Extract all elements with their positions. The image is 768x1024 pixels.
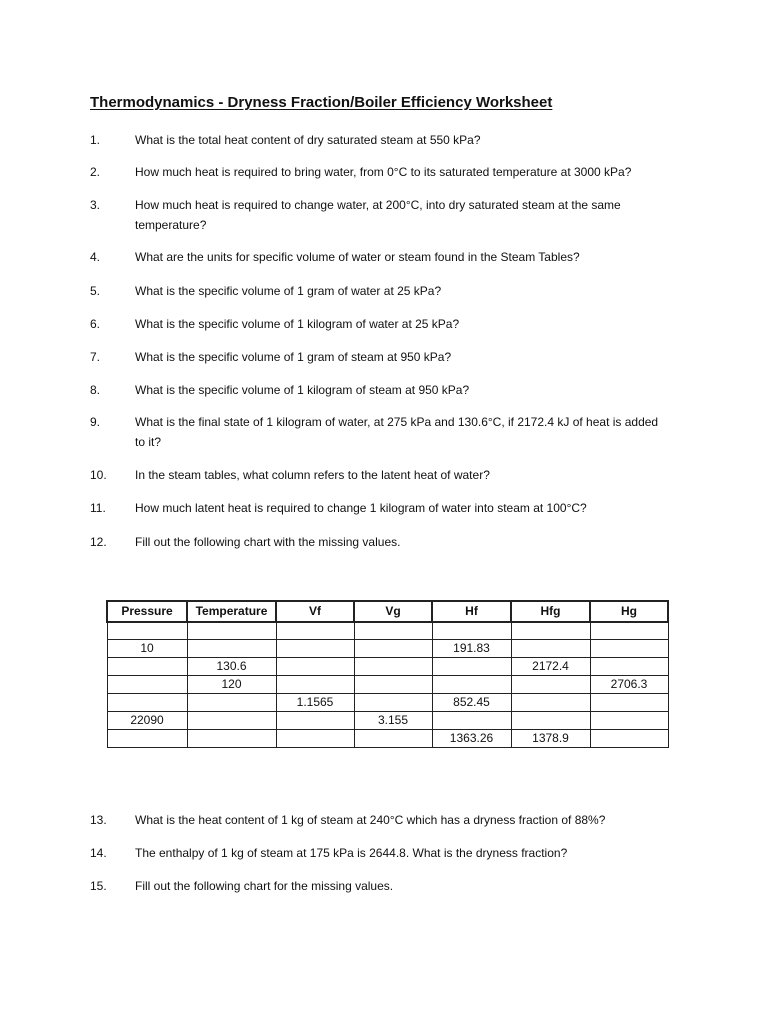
table-cell [511, 622, 590, 640]
table-cell: 2706.3 [590, 676, 668, 694]
question-item [90, 465, 680, 485]
question-number: 2. [90, 165, 101, 179]
table-cell: 10 [107, 640, 187, 658]
table-cell [276, 658, 354, 676]
table-cell: 2172.4 [511, 658, 590, 676]
question-number: 15. [90, 879, 107, 893]
table-cell: 3.155 [354, 712, 432, 730]
question-text: Fill out the following chart for the missing values. [135, 879, 394, 893]
table-row [107, 640, 668, 658]
question-item [90, 130, 680, 150]
table-row [107, 694, 668, 712]
question-text: What is the specific volume of 1 kilogram of steam at 950 kPa? [135, 383, 470, 397]
table-cell: 120 [187, 676, 276, 694]
table-cell [187, 622, 276, 640]
question-number: 7. [90, 350, 101, 364]
table-cell [511, 694, 590, 712]
table-row [107, 712, 668, 730]
table-cell [590, 712, 668, 730]
question-number: 9. [90, 415, 101, 429]
question-text: What is the specific volume of 1 kilogram of water at 25 kPa? [135, 317, 460, 331]
table-cell [276, 712, 354, 730]
table-cell [590, 622, 668, 640]
question-number: 13. [90, 813, 107, 827]
question-number: 1. [90, 133, 101, 147]
column-header: Hf [432, 601, 511, 622]
table-cell [107, 658, 187, 676]
question-number: 3. [90, 198, 101, 212]
question-text: What is the heat content of 1 kg of steam at 240°C which has a dryness fraction of 88%? [135, 813, 606, 827]
question-item [90, 876, 680, 896]
question-item [90, 247, 680, 267]
question-number: 5. [90, 284, 101, 298]
question-item [90, 281, 680, 301]
column-header: Vg [354, 601, 432, 622]
table-cell [354, 694, 432, 712]
table-cell [187, 730, 276, 748]
table-cell: 22090 [107, 712, 187, 730]
table-cell [276, 676, 354, 694]
table-cell: 1.1565 [276, 694, 354, 712]
table-cell [590, 694, 668, 712]
question-item [90, 314, 680, 334]
question-number: 14. [90, 846, 107, 860]
table-cell [354, 640, 432, 658]
table-cell [511, 676, 590, 694]
column-header: Pressure [107, 601, 187, 622]
table-cell [354, 658, 432, 676]
question-text: What is the total heat content of dry saturated steam at 550 kPa? [135, 133, 481, 147]
table-cell [432, 712, 511, 730]
table-cell [187, 640, 276, 658]
question-item [90, 532, 680, 552]
table-cell [432, 658, 511, 676]
table-cell [511, 712, 590, 730]
question-item [90, 498, 680, 518]
table-cell [107, 622, 187, 640]
table-cell [187, 694, 276, 712]
question-number: 4. [90, 250, 101, 264]
question-item [90, 843, 680, 863]
table-cell [590, 658, 668, 676]
question-item [90, 195, 680, 235]
question-item [90, 810, 680, 830]
table-cell [354, 730, 432, 748]
table-cell [511, 640, 590, 658]
question-number: 10. [90, 468, 107, 482]
question-text: In the steam tables, what column refers to the latent heat of water? [135, 468, 490, 482]
table-cell [432, 676, 511, 694]
column-header: Vf [276, 601, 354, 622]
worksheet-title: Thermodynamics - Dryness Fraction/Boiler Efficiency Worksheet [90, 94, 553, 111]
table-cell [276, 730, 354, 748]
question-text: How much heat is required to change water, at 200°C, into dry saturated steam at the same temperature? [135, 198, 621, 232]
question-text: Fill out the following chart with the missing values. [135, 535, 401, 549]
table-cell [432, 622, 511, 640]
column-header: Hfg [511, 601, 590, 622]
table-cell: 191.83 [432, 640, 511, 658]
column-header: Hg [590, 601, 668, 622]
question-number: 8. [90, 383, 101, 397]
table-row [107, 676, 668, 694]
question-number: 6. [90, 317, 101, 331]
question-text: How much latent heat is required to change 1 kilogram of water into steam at 100°C? [135, 501, 587, 515]
question-item [90, 412, 680, 452]
table-cell [107, 730, 187, 748]
table-cell [187, 712, 276, 730]
table-cell [590, 730, 668, 748]
table-cell: 1378.9 [511, 730, 590, 748]
table-row [107, 658, 668, 676]
table-cell [107, 694, 187, 712]
question-item [90, 380, 680, 400]
question-item [90, 347, 680, 367]
question-item [90, 162, 680, 182]
question-number: 11. [90, 501, 106, 515]
question-number: 12. [90, 535, 107, 549]
table-cell [590, 640, 668, 658]
table-cell [354, 622, 432, 640]
question-text: The enthalpy of 1 kg of steam at 175 kPa is 2644.8. What is the dryness fraction? [135, 846, 568, 860]
column-header: Temperature [187, 601, 276, 622]
table-row [107, 730, 668, 748]
question-text: What is the final state of 1 kilogram of water, at 275 kPa and 130.6°C, if 2172.4 kJ of heat is added to it? [135, 415, 659, 449]
question-text: How much heat is required to bring water, from 0°C to its saturated temperature at 3000 kPa? [135, 165, 632, 179]
table-row [107, 622, 668, 640]
table-header-row [107, 601, 668, 622]
table-cell: 1363.26 [432, 730, 511, 748]
question-text: What are the units for specific volume of water or steam found in the Steam Tables? [135, 250, 580, 264]
steam-values-table [106, 600, 669, 748]
table-cell [276, 622, 354, 640]
table-cell: 130.6 [187, 658, 276, 676]
table-cell [354, 676, 432, 694]
table-cell [107, 676, 187, 694]
question-text: What is the specific volume of 1 gram of water at 25 kPa? [135, 284, 442, 298]
table-cell [276, 640, 354, 658]
table-cell: 852.45 [432, 694, 511, 712]
question-text: What is the specific volume of 1 gram of steam at 950 kPa? [135, 350, 452, 364]
